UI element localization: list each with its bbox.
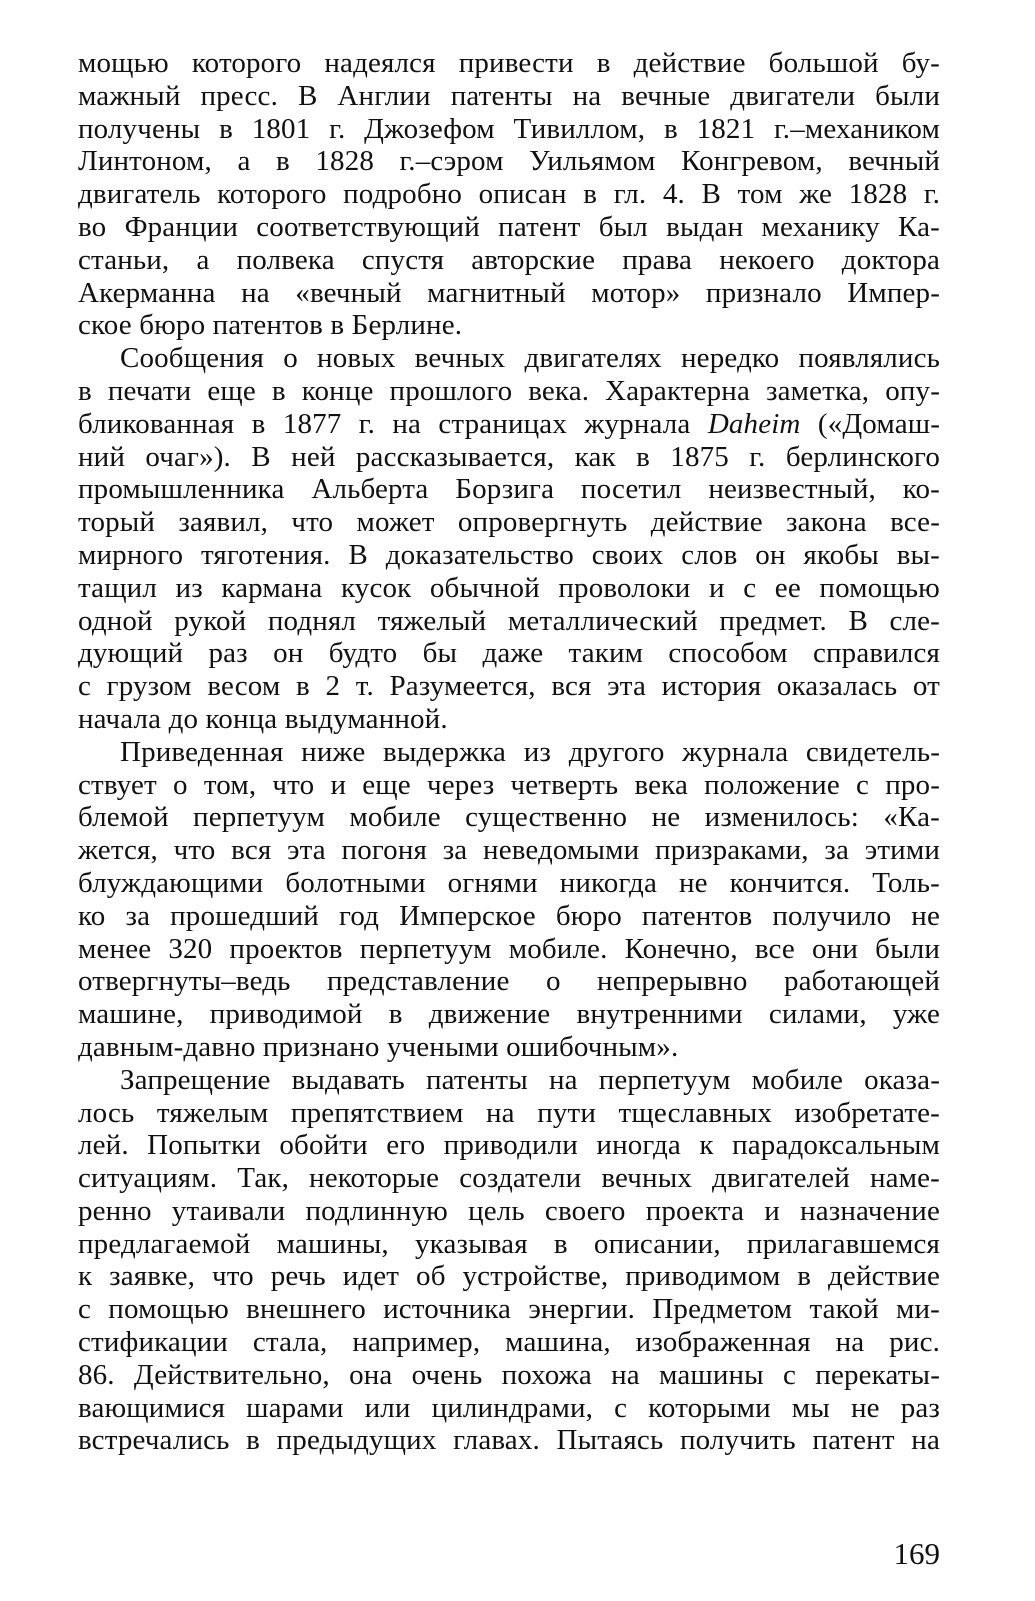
text-line: получены в 1801 г. Джозефом Тивиллом, в 1821 г.–механиком (78, 112, 940, 145)
text-line: Сообщения о новых вечных двигателях нередко появлялись (120, 342, 940, 375)
text-line: блемой перпетуум мобиле существенно не изменилось: «Ка- (78, 801, 940, 834)
page-number: 169 (893, 1536, 940, 1571)
text-line: во Франции соответствующий патент был выдан механику Ка- (78, 210, 940, 243)
paragraph (78, 342, 940, 736)
text-line: лей. Попытки обойти его приводили иногда к парадоксальным (78, 1129, 940, 1162)
text-segment: бликованная в 1877 г. на страницах журнала (78, 407, 691, 440)
text-line: дующий раз он будто бы даже таким способом справился (78, 637, 940, 670)
text-line: ситуациям. Так, некоторые создатели вечных двигателей наме- (78, 1162, 940, 1195)
text-line: машине, приводимой в движение внутренними силами, уже (78, 998, 940, 1031)
text-line: встречались в предыдущих главах. Пытаясь получить патент на (78, 1424, 940, 1457)
text-line: лось тяжелым препятствием на пути тщеславных изобретате- (78, 1096, 940, 1129)
text-line: промышленника Альберта Борзига посетил неизвестный, ко- (78, 473, 940, 506)
text-line: мажный пресс. В Англии патенты на вечные двигатели были (78, 79, 940, 112)
text-line: жется, что вся эта погоня за неведомыми призраками, за этими (78, 834, 940, 867)
text-line: ко за прошедший год Имперское бюро патентов получило не (78, 899, 940, 932)
text-line: отвергнуты–ведь представление о непрерывно работающей (78, 965, 940, 998)
text-line: мирного тяготения. В доказательство своих слов он якобы вы- (78, 538, 940, 571)
text-line: стификации стала, например, машина, изображенная на рис. (78, 1326, 940, 1359)
text-line: Запрещение выдавать патенты на перпетуум мобиле оказа- (120, 1063, 940, 1096)
text-line: менее 320 проектов перпетуум мобиле. Конечно, все они были (78, 932, 940, 965)
paragraph (78, 1064, 940, 1458)
text-line: одной рукой поднял тяжелый металлический предмет. В сле- (78, 604, 940, 637)
text-line: блуждающими болотными огнями никогда не кончится. Толь- (78, 866, 940, 899)
text-line: ний очаг»). В ней рассказывается, как в 1875 г. берлинского (78, 440, 940, 473)
text-line: ренно утаивали подлинную цель своего проекта и назначение (78, 1194, 940, 1227)
text-line: ствует о том, что и еще через четверть века положение с про- (78, 768, 940, 801)
text-line: мощью которого надеялся привести в действие большой бу- (78, 47, 940, 79)
text-line: тащил из кармана кусок обычной проволоки и с ее помощью (78, 571, 940, 604)
text-line: 86. Действительно, она очень похожа на машины с перекаты- (78, 1358, 940, 1391)
text-line: к заявке, что речь идет об устройстве, приводимом в действие (78, 1260, 940, 1293)
text-line: начала до конца выдуманной. (78, 702, 448, 735)
text-line: двигатель которого подробно описан в гл. 4. В том же 1828 г. (78, 178, 940, 211)
text-line: Приведенная ниже выдержка из другого журнала свидетель- (120, 735, 940, 768)
text-line: Линтоном, а в 1828 г.–сэром Уильямом Конгревом, вечный (78, 145, 940, 178)
text-line: предлагаемой машины, указывая в описании, прилагавшемся (78, 1227, 940, 1260)
paragraph (78, 47, 940, 342)
text-line (78, 408, 940, 441)
text-line: Акерманна на «вечный магнитный мотор» признало Импер- (78, 276, 940, 309)
text-line: давным-давно признано учеными ошибочным». (78, 1030, 679, 1063)
text-line: с помощью внешнего источника энергии. Предметом такой ми- (78, 1293, 940, 1326)
text-line: станьи, а полвека спустя авторские права некоего доктора (78, 243, 940, 276)
journal-title: Daheim (707, 407, 801, 440)
text-line: с грузом весом в 2 т. Разумеется, вся эта история оказалась от (78, 670, 940, 703)
text-segment: («Домаш- (800, 407, 941, 440)
text-line: ское бюро патентов в Берлине. (78, 309, 463, 342)
text-line: в печати еще в конце прошлого века. Характерна заметка, опу- (78, 374, 940, 407)
page-body (78, 47, 940, 1457)
paragraph (78, 736, 940, 1064)
text-line: торый заявил, что может опровергнуть действие закона все- (78, 506, 940, 539)
text-line: вающимися шарами или цилиндрами, с которыми мы не раз (78, 1391, 940, 1424)
